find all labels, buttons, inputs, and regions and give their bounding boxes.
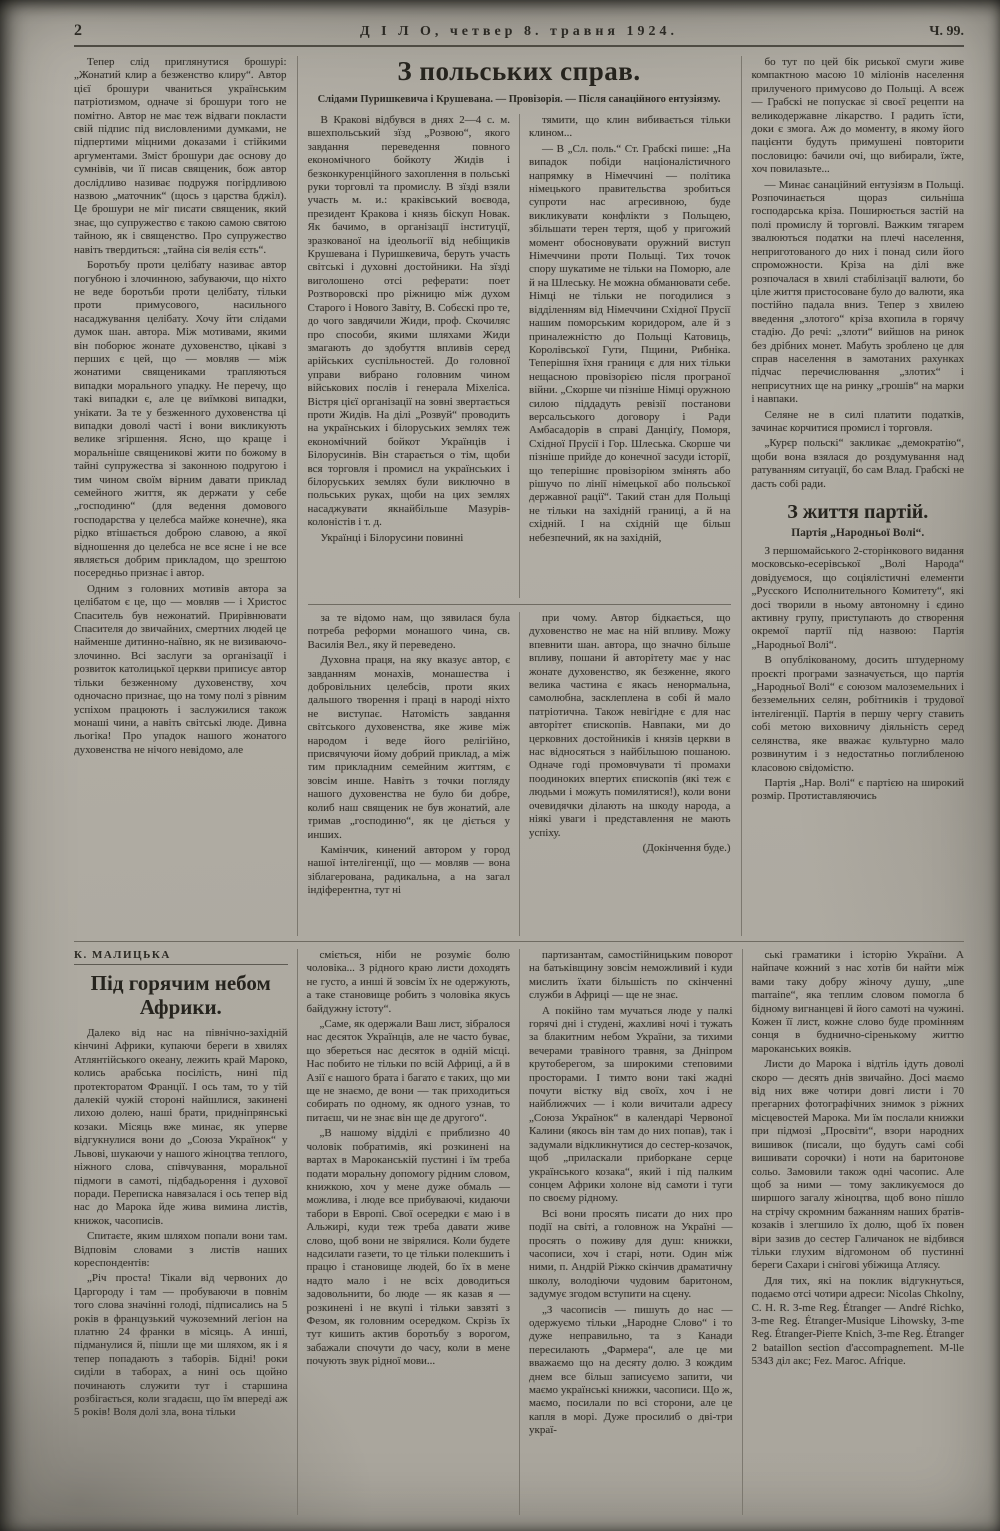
paragraph: Селяне не в силі платити податків, зачинає корчитися промисл і торговля. xyxy=(751,408,964,434)
paragraph: Боротьбу проти целібату називає автор погубною і злочинною, забуваючи, що ніхто не веде боротьби проти целібату, тільки проти примусового, насильного насаджування целібату. Хочу йти слідами думок шан. автора. Між мотивами, якими він поборює жонате духовенство, цікаві з перших є цей, що — мовляв — між жонатими священиками трапляються випадки морального упадку. Не перечу, що такі випадки є, але це виїмкові випадки, унікати. За те у безженного духовенства ці випадки доволі часті і вони викликують велике згіршення. Ясно, що краще і моральніше священикові жити по божому в тайні супружества зі законною подругою і тим чином своїм вірним давати приклад семейного життя, як держати у себе „господиню“ (для ведення домового господарства у целебса майже конечне), яка рідко втішається доброю славою, а якої відношення до целебса не все ясне і не все являється добрим прикладом, що зрештою посередньо признає і автор. xyxy=(74,259,287,580)
continuation-col-left xyxy=(308,612,520,936)
page-number: 2 xyxy=(74,22,82,39)
bottom-section-rule xyxy=(74,941,964,942)
paragraph: сміється, ніби не розуміє болю чоловіка... З рідного краю листи доходять не густо, а инші й зовсім їх не одержують, а таке становище робить з чоловіка якусь байдужну істоту“. xyxy=(306,949,510,1015)
page-header xyxy=(74,22,964,40)
paragraph: В Кракові відбувся в днях 2—4 с. м. вшехпольський зїзд „Розвою“, якого завдання переведення повного економічного бойкоту Жидів і безконкуренційного захоплення в польські руки торговлі та промислу. В зїзді взяли участь м. и.: краківський воєвода, президент Кракова і князь біскуп Новак. Як бачимо, в організації інституції, зразкованої на ідеольогії від небіщиків Крушевана і Пуришкевича, беруть участь світські і духовні достойники. На зїзді виголошено отсі реферати: поет Розтворовскі про ріжницю між духом Старого і Нового Завіту, В. Собєскі про те, до чого завдячили Жиди, проф. Скочиляс про способи, якими шляхами Жиди змагають до здобуття впливів серед арійських суспільностей. До головної управи вибрано головним чином військових послів і генерала Міхеліса. Вістря цієї організації на зовні звертається проти Жидів. На ділі „Розвуй“ проводить на українських і білоруських землях теж економічний бойкот Українців і Білорусинів. Він старається о тім, щоби вся торговля і промисл на українських і білоруських землях були виключно в польських руках, щоби на цих землях насаджувати якнайбільше Мазурів-колоністів і т. д. xyxy=(307,114,510,529)
paragraph: „Курєр польскі“ закликає „демократію“, щоби вона взялася до роздумування над ратуванням ситуації, бо сам Влад. Грабскі не дасть собі ради. xyxy=(751,437,964,490)
paragraph: А покійно там мучаться люде у палкі горячі дні і студені, жахливі ночі і тужать за блакитним небом України, за тихими вечерами травіного травня, за Дніпром крутоберегом, за широкими степовими просторами. І тимто вони такі жадні почути вістку від своїх, хоч і не найближчих — і коли вичитали адресу „Союза Українок“ в календарі Червоної Калини (якось він там до них попав), так і задумали відкликнутися до сестер-козачок, щоб „приласкали приборкане серце українського козака“, який і під палким сонцем Африки холоне від самоти і туги по своєму рідному. xyxy=(529,1004,733,1205)
paragraph: при чому. Автор бідкається, що духовенство не має на ній впливу. Можу впевнити шан. автора, що значно більше впливу, пошани й авторітету має у нас жонате духовенство, як безженне, якого велика частина є якась ненормальна, самолюбна, засклеплена в собі й мало патріотична. Також невігідне є для нас авторітет єпископів. Навпаки, ми до церковних достойників і князів церкви в нас відносяться з найбільшою пошаною. Одначе годі промовчувати ті промахи поодиноких впертих єпископів (які теж є людьми і можуть помилятися!), коли вони очевидячки ділають на шкоду народа, а ніякі уваги і представлення не мають успіху. xyxy=(529,612,731,839)
paragraph: Листи до Марока і відтіль ідуть доволі скоро — десять днів звичайно. Досі маємо від них вже чотири довгі листи і 70 прегарних фотографічних знимок з ріжних місцевостей Марока. Ми їм послали книжки при підмозі „Просвіти“, взори народних вишивок (писали, що будуть самі собі вишивати сорочки) і ноти на баритонове сольо. Замовили також одні часопис. Але щоб за ними — тому закликуємося до ширшого загалу жіноцтва, щоб воно пішло на стрічу скромним бажанням наших братів-козаків і злегшило їх долю, щоб їх повен віри зазив до сестер Галичанок не відбився тільки глухим відгомоном об пустинні береги Сахари і снігові убіжища Атлясу. xyxy=(751,1058,964,1272)
section-title-party-life: З життя партій. xyxy=(787,501,929,523)
polish-article-columns xyxy=(308,114,731,598)
paragraph: Одним з головних мотивів автора за целібатом є це, що — мовляв — і Христос Спаситель був нежонатий. Прирівнювати Спасителя до звичайних, смертних людей це найменше дитинно-наївно, як не визиваючо-злочинно. Всі заслуги за організації і розвиток католицької церкви приписує автор тільки безженному духовенству, хоч одночасно признає, що на тому полі з рівним успіхом працюють і заслужилися також монаші чини, а навіть світські люде. Дивна льогіка! Про упадок нашого жонатого духовенства не нічого невідомо, але xyxy=(74,582,287,756)
mid-section-rule xyxy=(308,604,731,605)
paragraph: Для тих, які на поклик відгукнуться, подаємо отсі чотири адреси: Nicolas Chkolny, C. H. R. 3-me Reg. Étranger — André Richko, 3-me Reg. Étranger-Musique Lihowsky, 3-me Reg. Étranger-Pierre Knich, 3-me Reg. Étranger 2 bataillon section d'accompagnement. M-lle 5343 діл акс; Fez. Maroc. Afrique. xyxy=(751,1274,964,1368)
paragraph: бо тут по цей бік риської смуги живе компактною масою 10 міліонів населення прилученого примусово до Польщі. А всеж — Грабскі не попускає зі своєї рецепти на великодержавне лікарство. І радить їсти, доки є змога. Аж до моменту, в якому його пацієнти будуть примушені повторити пословицю: бачили очі, що вибирали, їжте, хоч повилазьте... xyxy=(751,56,964,176)
top-region xyxy=(74,56,964,936)
polish-affairs-end-text xyxy=(752,56,965,491)
paragraph: „З часописів — пишуть до нас — одержуємо тільки „Народне Слово“ і то дуже неправильно, та з Канади пересилають „Фармера“, але це ми вважаємо що на десяту долю. З кождим днем все більш записуємо запити, чи маємо українські книжки, часописи. Що ж, маємо, посилали по всі сторони, але це капля в морі. Дуже просилиб о дві-три украї- xyxy=(529,1303,733,1437)
paragraph: Далеко від нас на північно-західній кінчині Африки, купаючи береги в хвилях Атлянтійського океану, лежить край Мароко, колись арабська посілість, нині під протекторатом Франції. І ось там, то у тій далекій чужій стороні найшлися, закинені лихою долею, наші брати, придніпрянські козаки. Місяць вже минає, як уперве відгукнулися вони до „Союза Українок“ у Львові, шукаючи у нашого жіноцтва теплого, ніжного слова, співчування, моральної підмоги в самоті, підбадьорення і духової поради. Переписка навязалася і ось тепер від нас до Марока йде жива вимина листів, книжок, часописів. xyxy=(74,1027,288,1227)
africa-col-2 xyxy=(297,949,520,1515)
paragraph: Партія „Нар. Волі“ є партією на широкий розмір. Протиставляючись xyxy=(751,776,964,803)
article-polish-affairs xyxy=(297,56,742,936)
celibacy-text xyxy=(74,56,287,757)
celibacy-continuation-columns xyxy=(308,612,731,936)
section-subtitle-party: Партія „Народньої Волі“. xyxy=(791,527,925,539)
paragraph: Духовна праця, на яку вказує автор, є завданням монахів, монашества і добровільних целебсів, проти яких дальшого творення і праці в народі ніхто не виступає. Натомість завдання світського духовенства, яке живе між народом і веде його релігійно, присвячуючи йому добрий приклад, а між тим прикладним семейним життям, є зовсім инше. Навіть з точки погляду нашого духовенства не було би добре, колиб наш священик не був жонатий, але тримав „господиню“, як це діється у инших. xyxy=(307,654,510,841)
continuation-text xyxy=(529,612,731,840)
issue-number: Ч. 99. xyxy=(929,24,964,39)
paragraph: Українці і Білорусини повинні xyxy=(320,531,464,544)
africa-text-1 xyxy=(74,1027,288,1420)
africa-col-3 xyxy=(519,949,742,1515)
to-be-continued-note: (Докінчення буде.) xyxy=(642,841,731,854)
paragraph: „Річ проста! Тікали від червоних до Царгороду і там — пробуваючи в повнім того слова значінні голоді, підписались на 5 років в французький чужоземний легіон на платню 24 франки в місяць. А инші, підманулися й, пішли ще ми шляхом, як і я тепер попадають з таборів. Бідні! роки сиділи в таборах, а нині ось щойно починають служити тут і старшина розбігається, коли згадаєш, що їм впереді аж 5 років! Воля долі зла, вона тільки xyxy=(74,1272,288,1419)
africa-col-4 xyxy=(742,949,965,1515)
column-right xyxy=(742,56,965,936)
paragraph: В опублікованому, досить штудерному проєкті програми зазначується, що партія „Народньої Волі“ є союзом малоземельних і безземельних селян, робітників і трудової інтелігенції. Партія в першу чергу ставить собі метою виховничу діяльність серед селянства, яке вважає культурно мало розвинутим і з недостатньо поглибленою класовою свідомістю. xyxy=(751,654,964,774)
paragraph: за те відомо нам, що зявилася була потреба реформи монашого чина, св. Василія Вел., яку й переведено. xyxy=(307,612,510,651)
paragraph: партизантам, самостійницьким поворот на батьківщину зовсім неможливий і куди мислить їхати більшість по скінченні служби в Африці — ще не знає. xyxy=(529,949,733,1002)
africa-col-1 xyxy=(74,949,297,1515)
continuation-col-right xyxy=(519,612,731,936)
column-celibacy-article xyxy=(74,56,297,936)
polish-col-left xyxy=(308,114,520,598)
paragraph: „Саме, як одержали Ваш лист, зібралося нас десяток Українців, але не часто буває, що збереться нас десяток в одній місці. Нас побито не тільки по всій Африці, а й в Азії є нашого брата і багато є таких, що ми ще не знаємо, де вони — так приходиться собирать по одному, як одного узнав, то питаєш, чи не знає він ще де другого“. xyxy=(306,1018,510,1124)
paragraph: Тепер слід приглянутися брошурі: „Жонатий клир а безженство клиру“. Автор цієї брошури чваниться українським патріотизмом, одначе зі брошури того не помітно. Автор не має теж відваги покласти свій підпис під висловленими думками, не підпертими міцними доказами і стійкими аргументами. Зміст брошури дає основу до сумнівів, чи її писав священик, бож автор дослідливо називає подружя погірдливою назвою „маточник“ (щось з царства бджіл). Це брошури не міг писати священик, який знає, що супружество є такою самою святою тайною, як і священство. Про супружество навіть твердиться: „тайна сія велія єсть“. xyxy=(74,56,287,256)
paragraph: З першомайського 2-сторінкового видання московсько-есерівської „Волі Народа“ довідуємося, що соціялістичні елементи „Русского Исполнительного Комитету“, які досі творили в ньому автономну і єдино активну групу, приступають до створення окремої партії під назвою: Партія „Народньої Волі“. xyxy=(751,545,964,651)
paragraph: ські граматики і історію України. А найпаче кожний з нас хотів би найти між вами таку добру жіночу душу, „une marraine“, яка теплим словом помогла б бідному вигнанцеві й його самоті на чужині. Кожен її лист, кожне слово буде промінням сонця в буднично-сіренькому життю мароканських вояків. xyxy=(751,949,964,1055)
africa-article-title: Під горячим небом Африки. xyxy=(90,971,271,1019)
paragraph: — В „Сл. поль.“ Ст. Грабскі пише: „На випадок побіди націоналістичного напрямку в Німеччині — політика німецького правительства зробиться супроти нас агресивною, буде викликувати конфлікти з Польщею, збільшати терен тертя, щоб у пригожий момент обосновувати оружний виступ Німеччини проти Польщі. Тих точок спору шукатиме не тільки на Поморю, але й на Шлеську. Не можна обманювати себе. Німці не тільки не погодилися з відділенням від Німеччини Східної Прусії нашим поморським коридором, але й з приналежністю до Польщі Катовиць, Королівської Гути, Пщини, Рибніка. Теперішня їхня границя є для них тільки нещасною провізорією після програної війни. „Скорше чи пізніше Німці оружною силою піддадуть ревізії постанови версальського договору і Ради Амбасадорів в справі Данціґу, Поморя, Східної Прусії і Гор. Шлеська. Скорше чи пізніше прийде до конечної засуди історії, що теперішнє провізоріюм змінять або рішучо по лінії німецької або польської державної рації“. Такий стан для Польщі не тільки на західній границі, а й на східній. І на східній ще більш небезпечний, як на західній, xyxy=(529,142,731,544)
paragraph: Спитаєте, яким шляхом попали вони там. Відповім словами з листів наших кореспондентів: xyxy=(74,1230,288,1269)
paragraph: тямити, що клин вибивається тільки клином... xyxy=(529,114,731,140)
paragraph: — Минає санаційний ентузіязм в Польщі. Розпочинається щораз сильніша господарська кріза. Поширюється застій на полі промислу й торговлі. Важким тягарем звалюються податки на плечі населення, неприготованого до них і понад сили його спроможности. Кріза на ділі вже розпочалася в хвилі стабілізації валюти, бо ціле життя пристосоване було до валюти, яка постійно падала вниз. Тепер з хвилею введення „злотого“ кріза вхопила в горячу стадію. До речі: „злоти“ вийшов на ринок без дрібних монет. Мабуть зроблено це для справ населення в замотаних рахунках підчас перечислювання „злотих“ і неприсутних ще на ринку „грошів“ на марки і навпаки. xyxy=(751,178,964,406)
party-life-text xyxy=(752,545,965,804)
header-rule xyxy=(74,45,964,47)
paragraph: „В нашому відділі є приблизно 40 чоловік побратимів, які розкинені на вартах в Мароканській пустині і їм треба подати моральну допомогу рідним словом, книжкою, хоч у мене дуже обмаль — можлива, і люде все прибуваючі, кидаючи табори в Европі. Свої осередки є маю і в Альжирі, куди теж треба давати живе слово, щоб вони не звірялися. Коли будете надсилати газети, то це тільки полекшить і працю і становище людей, бо їх в мене надто мало і не всіх доводиться задовольнити, бо люде — як казав я — розкинені і не вкупі і тільки завзяті з Фезом, як головним осередком. Скрізь їх тут кишить актив боротьбу з ворогом, забажали спочути до часу, коли в мене почують звук рідної мови... xyxy=(306,1127,510,1368)
paragraph: Камінчик, кинений автором у город нашої інтелігенції, що — мовляв — вона зіблагерована, радикальна, а на загал індіферентна, тут ні xyxy=(307,843,510,897)
article-title: З польських справ. xyxy=(397,56,641,86)
masthead: Д І Л О, четвер 8. травня 1924. xyxy=(360,24,678,39)
polish-col-right xyxy=(519,114,731,598)
africa-article xyxy=(74,949,964,1515)
article-subtitle: Слідами Пуришкевича і Крушевана. — Провізорія. — Після санаційного ентузіязму. xyxy=(317,94,721,105)
paragraph: Всі вони просять писати до них про події на світі, а головнож на Україні — просять о поживу для душ: книжки, часописи, хоч і старі, ноти. Один між ними, п. Андрій Ріжко скінчив драматичну школу, володіючи чудовим баритоном, задумує згодом вступити на сцену. xyxy=(529,1207,733,1301)
byline: К. МАЛИЦЬКА xyxy=(74,949,288,965)
